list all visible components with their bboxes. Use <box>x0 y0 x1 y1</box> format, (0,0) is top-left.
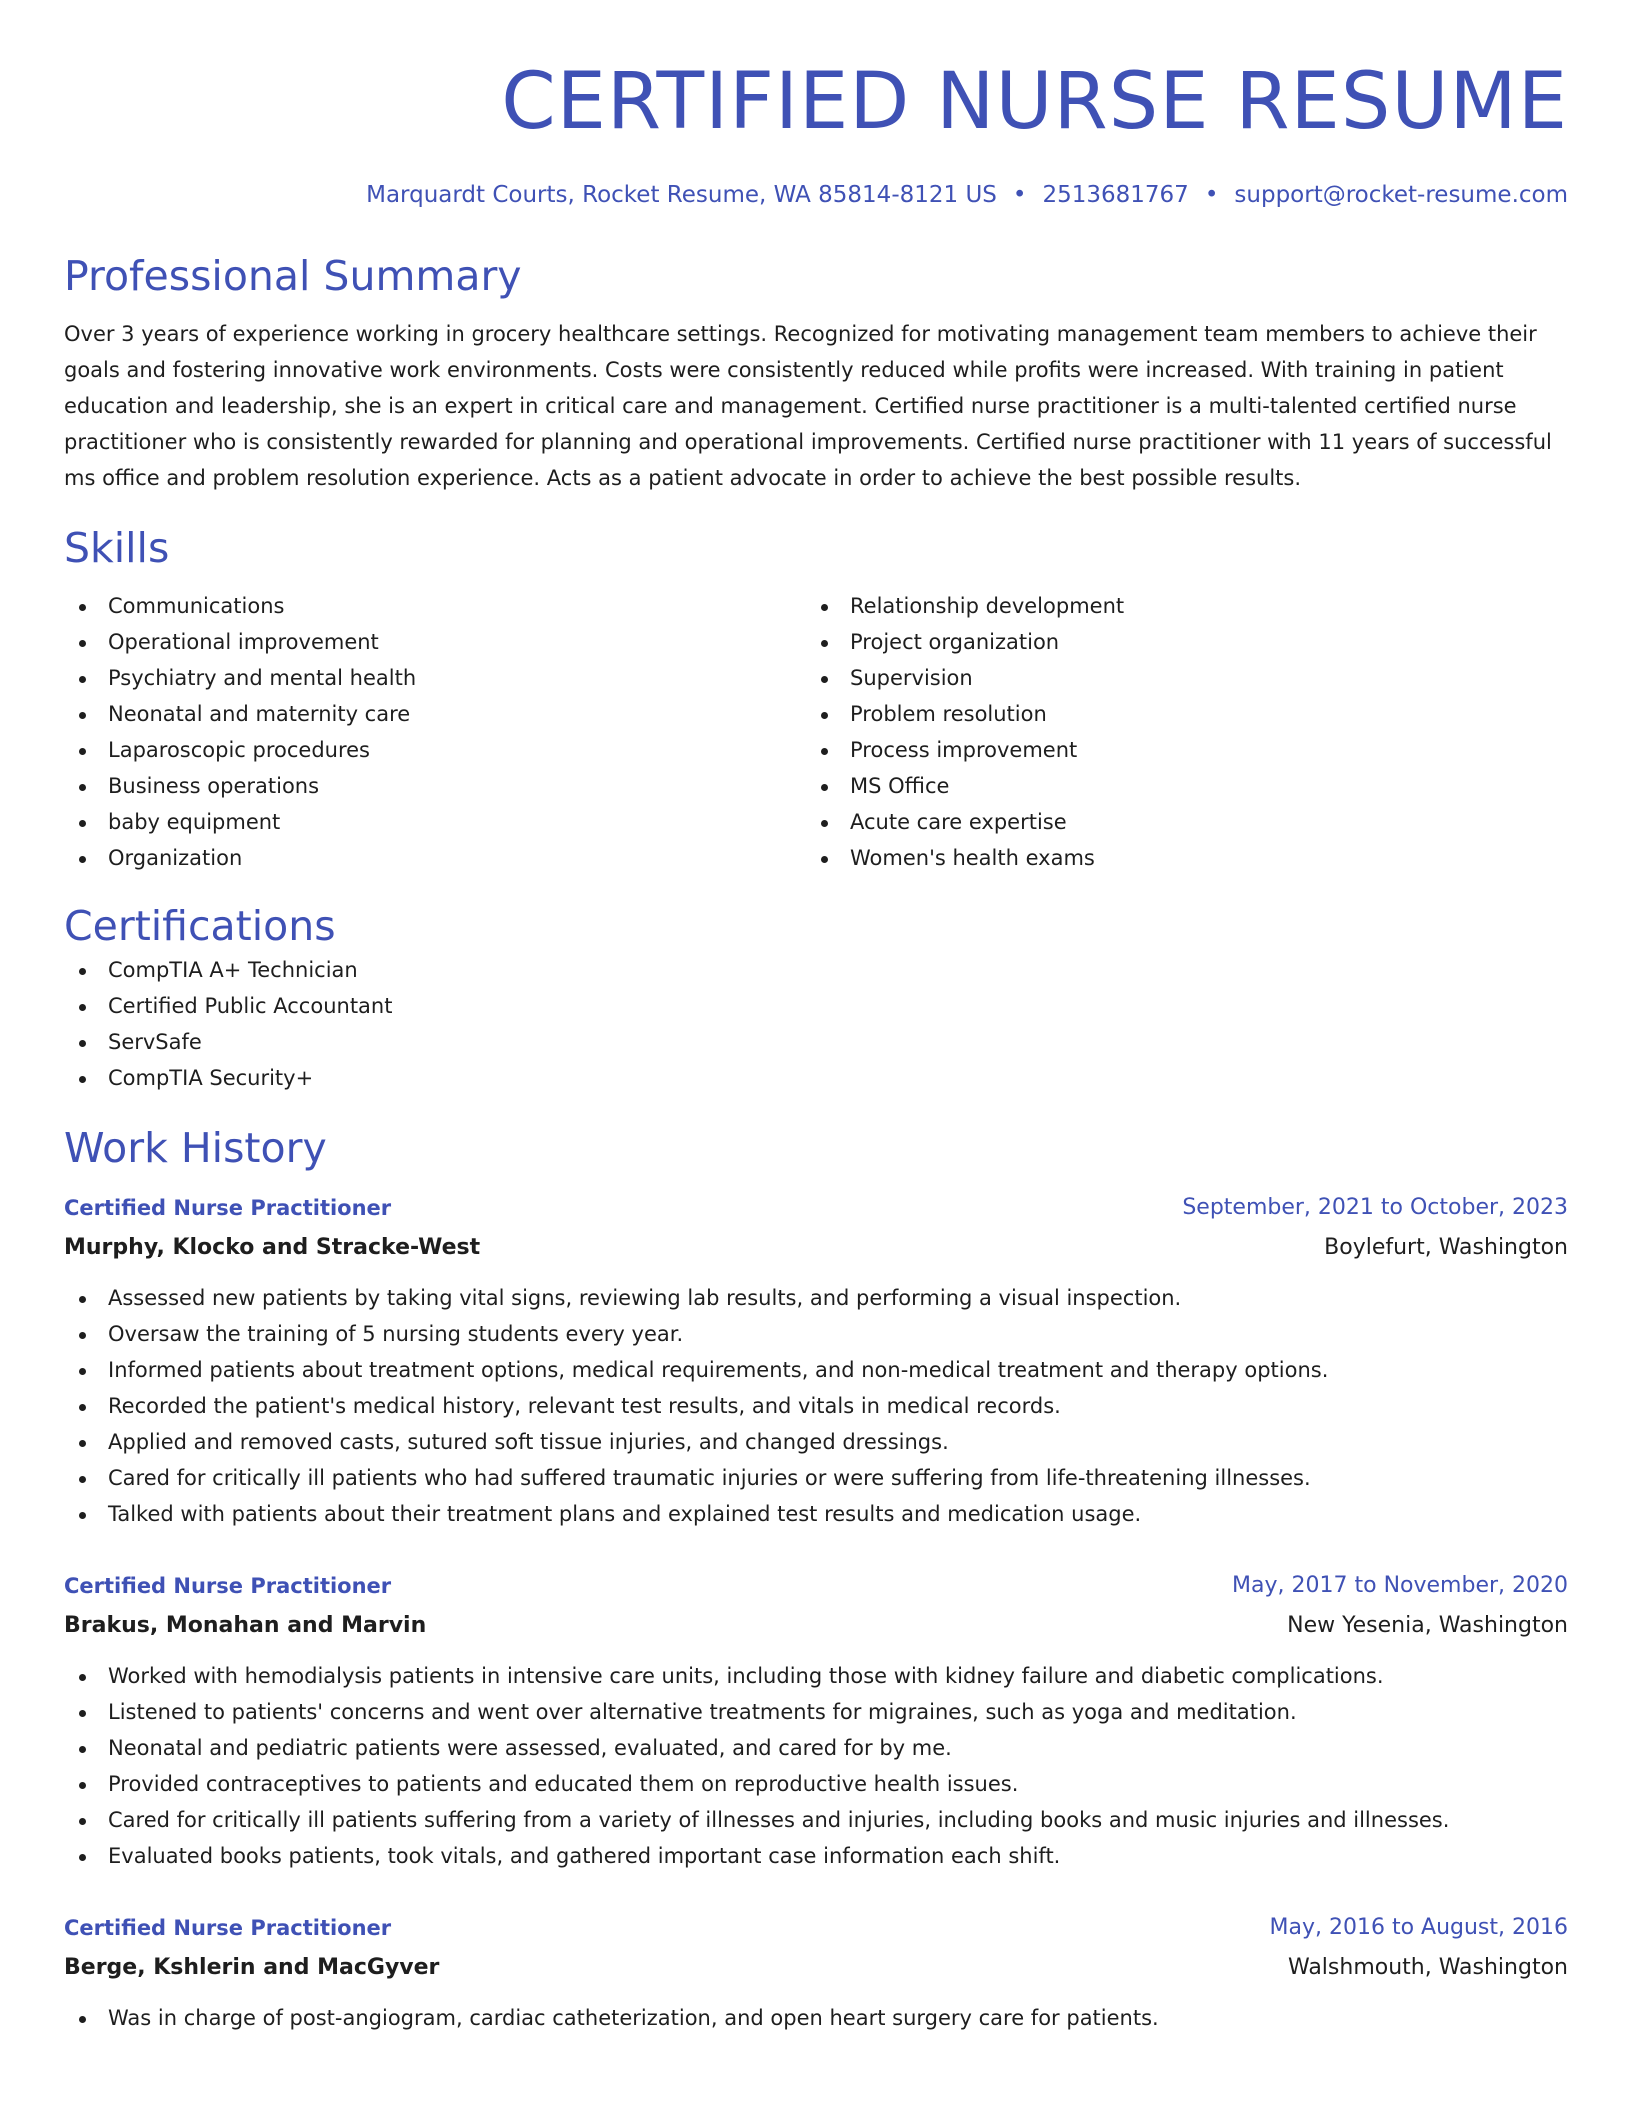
skills-list-left <box>64 588 806 876</box>
certification-item: CompTIA Security+ <box>64 1060 1568 1096</box>
job-dates: September, 2021 to October, 2023 <box>1182 1195 1568 1220</box>
contact-phone: 2513681767 <box>1042 182 1189 208</box>
contact-email[interactable]: support@rocket-resume.com <box>1234 182 1568 208</box>
job-duty-item: Listened to patients' concerns and went over alternative treatments for migraines, such as yoga and meditation. <box>64 1694 1568 1730</box>
job-duty-item: Talked with patients about their treatment plans and explained test results and medication usage. <box>64 1496 1568 1532</box>
job-duty-item: Applied and removed casts, sutured soft tissue injuries, and changed dressings. <box>64 1424 1568 1460</box>
job-company-row <box>64 1606 1568 1646</box>
certification-item: ServSafe <box>64 1024 1568 1060</box>
job-header-row <box>64 1566 1568 1606</box>
job-duty-item: Oversaw the training of 5 nursing students every year. <box>64 1316 1568 1352</box>
job-title: Certified Nurse Practitioner <box>64 1916 392 1940</box>
job-entry <box>64 1566 1568 1874</box>
contact-line <box>64 180 1568 210</box>
skill-item: Relationship development <box>806 588 1548 624</box>
job-company-row <box>64 1228 1568 1268</box>
job-entry <box>64 1908 1568 2036</box>
job-company: Murphy, Klocko and Stracke-West <box>64 1235 481 1260</box>
skill-item: Laparoscopic procedures <box>64 732 806 768</box>
job-header-row <box>64 1188 1568 1228</box>
job-title: Certified Nurse Practitioner <box>64 1196 392 1220</box>
job-duties-list <box>64 2000 1568 2036</box>
skill-item: Organization <box>64 840 806 876</box>
job-location: Walshmouth, Washington <box>1287 1955 1568 1980</box>
skill-item: Acute care expertise <box>806 804 1548 840</box>
skill-item: Communications <box>64 588 806 624</box>
job-duty-item: Assessed new patients by taking vital signs, reviewing lab results, and performing a visual inspection. <box>64 1280 1568 1316</box>
job-duty-item: Provided contraceptives to patients and educated them on reproductive health issues. <box>64 1766 1568 1802</box>
resume-title: CERTIFIED NURSE RESUME <box>501 57 1568 147</box>
job-location: Boylefurt, Washington <box>1324 1235 1568 1260</box>
job-duty-item: Cared for critically ill patients who had suffered traumatic injuries or were suffering from life-threatening illnesses. <box>64 1460 1568 1496</box>
skill-item: Psychiatry and mental health <box>64 660 806 696</box>
certifications-heading: Certifications <box>64 902 336 950</box>
skill-item: Problem resolution <box>806 696 1548 732</box>
job-dates: May, 2016 to August, 2016 <box>1269 1915 1568 1940</box>
skill-item: MS Office <box>806 768 1548 804</box>
job-duty-item: Informed patients about treatment options, medical requirements, and non-medical treatment and therapy options. <box>64 1352 1568 1388</box>
skill-item: Process improvement <box>806 732 1548 768</box>
job-company-row <box>64 1948 1568 1988</box>
skill-item: Operational improvement <box>64 624 806 660</box>
work-history-heading: Work History <box>64 1124 327 1172</box>
job-duties-list <box>64 1280 1568 1532</box>
skills-columns <box>64 588 1568 876</box>
job-duties-list <box>64 1658 1568 1874</box>
job-location: New Yesenia, Washington <box>1287 1613 1568 1638</box>
job-company: Berge, Kshlerin and MacGyver <box>64 1955 440 1980</box>
certification-item: CompTIA A+ Technician <box>64 952 1568 988</box>
job-duty-item: Worked with hemodialysis patients in intensive care units, including those with kidney failure and diabetic complications. <box>64 1658 1568 1694</box>
summary-text: Over 3 years of experience working in grocery healthcare settings. Recognized for motivating management team members to achieve their goals and fostering innovative work environments. Costs were consistently reduced while profits were increased. With training in patient education and leadership, she is an expert in critical care and management. Certified nurse practitioner is a multi-talented certified nurse practitioner who is consistently rewarded for planning and operational improvements. Certified nurse practitioner with 11 years of successful ms office and problem resolution experience. Acts as a patient advocate in order to achieve the best possible results. <box>64 322 1552 490</box>
skill-item: Business operations <box>64 768 806 804</box>
job-dates: May, 2017 to November, 2020 <box>1232 1573 1568 1598</box>
certifications-list <box>64 952 1568 1096</box>
job-duty-item: Neonatal and pediatric patients were assessed, evaluated, and cared for by me. <box>64 1730 1568 1766</box>
contact-address: Marquardt Courts, Rocket Resume, WA 85814-8121 US <box>366 182 997 208</box>
job-title: Certified Nurse Practitioner <box>64 1574 392 1598</box>
summary-heading: Professional Summary <box>64 252 522 300</box>
skills-list-right <box>806 588 1548 876</box>
job-duty-item: Was in charge of post-angiogram, cardiac catheterization, and open heart surgery care for patients. <box>64 2000 1568 2036</box>
job-duty-item: Cared for critically ill patients suffering from a variety of illnesses and injuries, including books and music injuries and illnesses. <box>64 1802 1568 1838</box>
skill-item: Project organization <box>806 624 1548 660</box>
job-header-row <box>64 1908 1568 1948</box>
skill-item: baby equipment <box>64 804 806 840</box>
job-duty-item: Evaluated books patients, took vitals, and gathered important case information each shift. <box>64 1838 1568 1874</box>
skill-item: Supervision <box>806 660 1548 696</box>
job-company: Brakus, Monahan and Marvin <box>64 1613 427 1638</box>
contact-separator: • <box>1012 182 1027 208</box>
contact-separator: • <box>1204 182 1219 208</box>
skills-heading: Skills <box>64 524 170 572</box>
skill-item: Neonatal and maternity care <box>64 696 806 732</box>
skill-item: Women's health exams <box>806 840 1548 876</box>
job-entry <box>64 1188 1568 1532</box>
certification-item: Certified Public Accountant <box>64 988 1568 1024</box>
job-duty-item: Recorded the patient's medical history, relevant test results, and vitals in medical records. <box>64 1388 1568 1424</box>
